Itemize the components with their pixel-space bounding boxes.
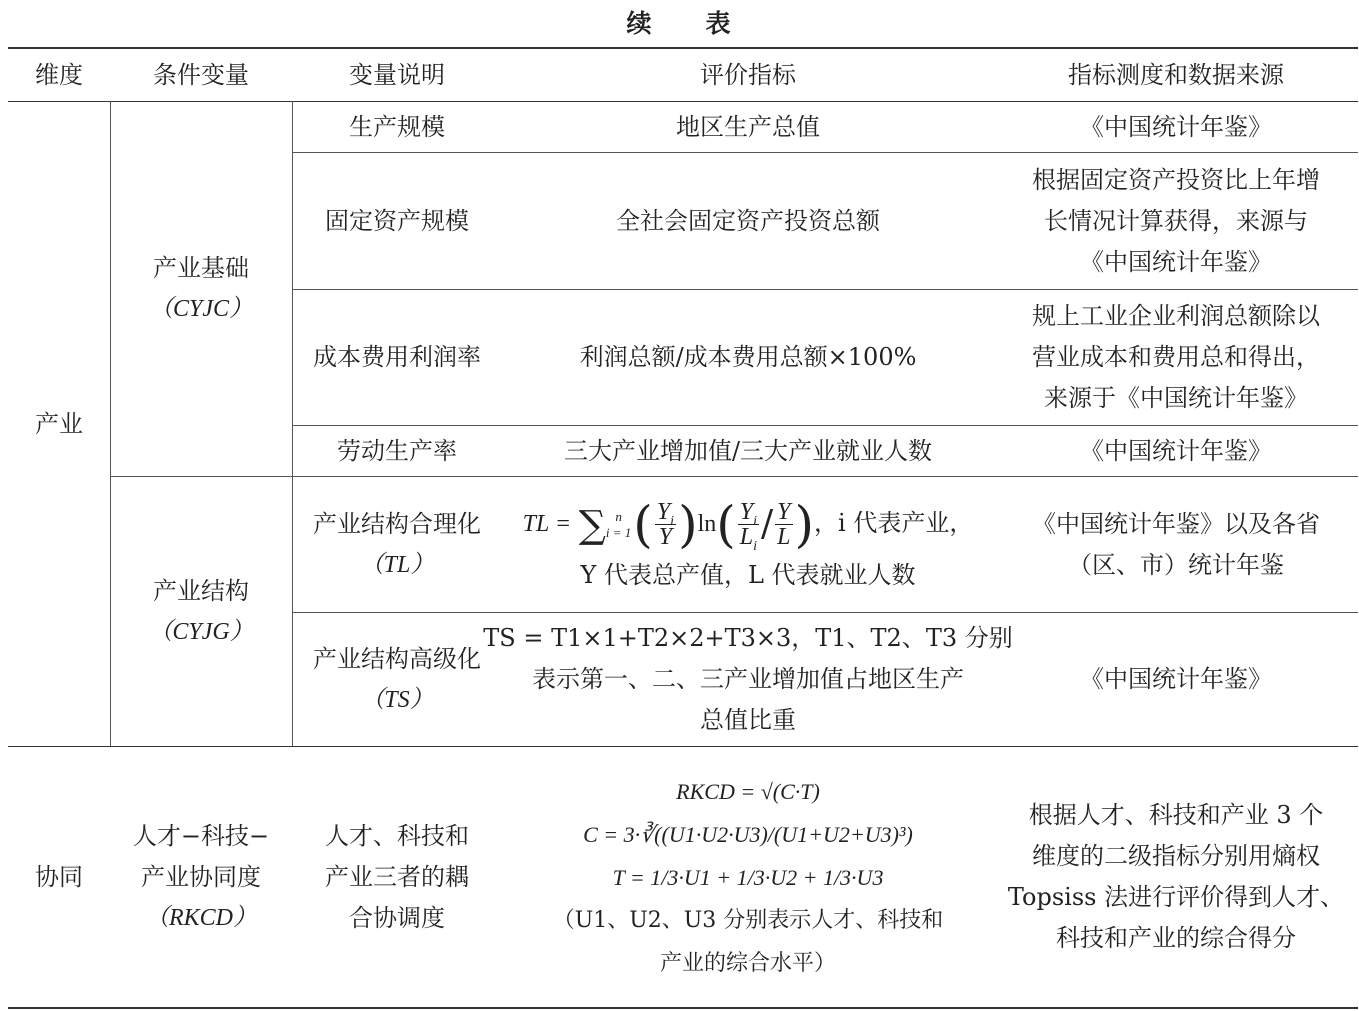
source-cell	[994, 613, 1358, 746]
bottom-rule	[8, 1007, 1358, 1009]
paren-close-icon: )	[678, 495, 698, 554]
ts-line3: 总值比重	[700, 706, 796, 734]
source-cell	[994, 747, 1358, 1007]
indicator-cell: 全社会固定资产投资总额	[616, 206, 880, 235]
indicator-cell-ts	[483, 613, 1013, 746]
condition-name: 产业基础	[153, 254, 249, 282]
table-title	[0, 4, 1359, 38]
paren-open-icon: (	[716, 495, 736, 554]
header-source: 指标测度和数据来源	[1068, 60, 1284, 89]
indicator-cell: 地区生产总值	[676, 112, 820, 141]
tl-text-after: ，i 代表产业，	[814, 509, 974, 538]
source-cell	[994, 102, 1358, 152]
header-dimension: 维度	[35, 60, 83, 89]
sum-upper: n	[615, 508, 622, 524]
source-line: 《中国统计年鉴》	[1080, 665, 1272, 693]
sum-lower: i = 1	[605, 524, 632, 540]
variable-line: 产业三者的耦	[325, 862, 469, 891]
source-cell	[994, 426, 1358, 476]
formula-rkcd: RKCD = √(C·T)	[676, 778, 820, 804]
variable-cell	[292, 747, 502, 1007]
variable-cell: 劳动生产率	[337, 436, 457, 465]
variable-line: （TS）	[360, 686, 434, 713]
condition-name: 产业结构	[153, 576, 249, 605]
source-line: 来源于《中国统计年鉴》	[1044, 384, 1308, 412]
title-char-2: 表	[705, 9, 733, 38]
formula-t: T = 1/3·U1 + 1/3·U2 + 1/3·U3	[612, 864, 884, 890]
tl-formula: TL = ∑ n i = 1 ( $\frac{Y_i}{Y}$ )ln( $\frac{Y_i}{L_i}$ / $\frac{Y}{L}$ )，i 代表产业，	[522, 495, 974, 555]
variable-line: 产业结构高级化	[313, 644, 481, 673]
condition-name-line: 人才−科技−	[132, 821, 270, 850]
rkcd-note2: 产业的综合水平）	[659, 950, 836, 976]
condition-code: （CYJG）	[148, 618, 254, 645]
tl-formula-lhs: TL =	[522, 511, 572, 538]
condition-rkcd	[110, 747, 292, 1007]
tl-line2: Y 代表总产值，L 代表就业人数	[580, 560, 916, 589]
variable-line: 合协调度	[349, 903, 445, 932]
formula-c: C = 3·∛((U1·U2·U3)/(U1+U2+U3)³)	[583, 821, 913, 847]
condition-name-line: 产业协同度	[141, 862, 261, 891]
variable-cell	[292, 477, 502, 612]
source-line: 科技和产业的综合得分	[1056, 924, 1296, 952]
condition-code: （CYJC）	[148, 296, 253, 322]
source-line: 《中国统计年鉴》	[1080, 436, 1272, 465]
indicator-cell-tl	[502, 477, 994, 612]
variable-line: 人才、科技和	[325, 821, 469, 850]
source-line: 维度的二级指标分别用熵权	[1032, 842, 1320, 870]
source-cell	[994, 153, 1358, 289]
source-line: 《中国统计年鉴》	[1080, 112, 1272, 141]
dimension-synergy: 协同	[35, 862, 83, 891]
source-line: （区、市）统计年鉴	[1068, 550, 1284, 579]
source-line: Topsiss 法进行评价得到人才、	[1007, 883, 1345, 911]
source-line: 根据人才、科技和产业 3 个	[1028, 801, 1324, 829]
source-line: 规上工业企业利润总额除以	[1032, 302, 1320, 330]
header-variable: 变量说明	[349, 60, 445, 89]
sum-limits	[606, 509, 631, 541]
source-cell	[994, 290, 1358, 425]
rkcd-note1: （U1、U2、U3 分别表示人才、科技和	[552, 907, 944, 933]
indicator-cell: 利润总额/成本费用总额×100%	[579, 343, 917, 371]
source-line: 营业成本和费用总和得出，	[1032, 343, 1320, 371]
fraction: $\frac{Y}{L}$	[777, 499, 791, 551]
paren-close-icon: )	[794, 495, 815, 554]
variable-cell: 成本费用利润率	[313, 343, 481, 371]
condition-code: （RKCD）	[144, 904, 257, 931]
header-indicator: 评价指标	[700, 60, 796, 89]
source-line: 《中国统计年鉴》以及各省	[1032, 509, 1320, 538]
variable-cell: 固定资产规模	[325, 206, 469, 235]
fraction: $\frac{Y_i}{L_i}$	[739, 499, 758, 555]
ts-formula: TS = T1×1+T2×2+T3×3，T1、T2、T3 分别	[483, 624, 1013, 652]
variable-line: （TL）	[359, 551, 435, 578]
source-line: 根据固定资产投资比上年增	[1032, 165, 1320, 194]
sum-icon: ∑	[578, 502, 606, 547]
source-line: 长情况计算获得，来源与	[1044, 206, 1308, 235]
indicator-cell-rkcd	[502, 747, 994, 1007]
variable-cell: 生产规模	[349, 112, 445, 141]
ts-line2: 表示第一、二、三产业增加值占地区生产	[532, 665, 964, 693]
condition-cyjg	[110, 477, 292, 746]
header-condition: 条件变量	[153, 60, 249, 89]
indicator-cell: 三大产业增加值/三大产业就业人数	[563, 436, 933, 465]
source-line: 《中国统计年鉴》	[1080, 247, 1272, 276]
title-char-1: 续	[626, 9, 654, 38]
variable-line: 产业结构合理化	[313, 509, 481, 538]
source-cell	[994, 477, 1358, 612]
paren-open-icon: (	[633, 495, 653, 554]
condition-cyjc	[110, 102, 292, 476]
dimension-industry: 产业	[35, 409, 83, 438]
fraction: $\frac{Y_i}{Y}$	[656, 499, 675, 551]
variable-cell	[292, 613, 502, 746]
